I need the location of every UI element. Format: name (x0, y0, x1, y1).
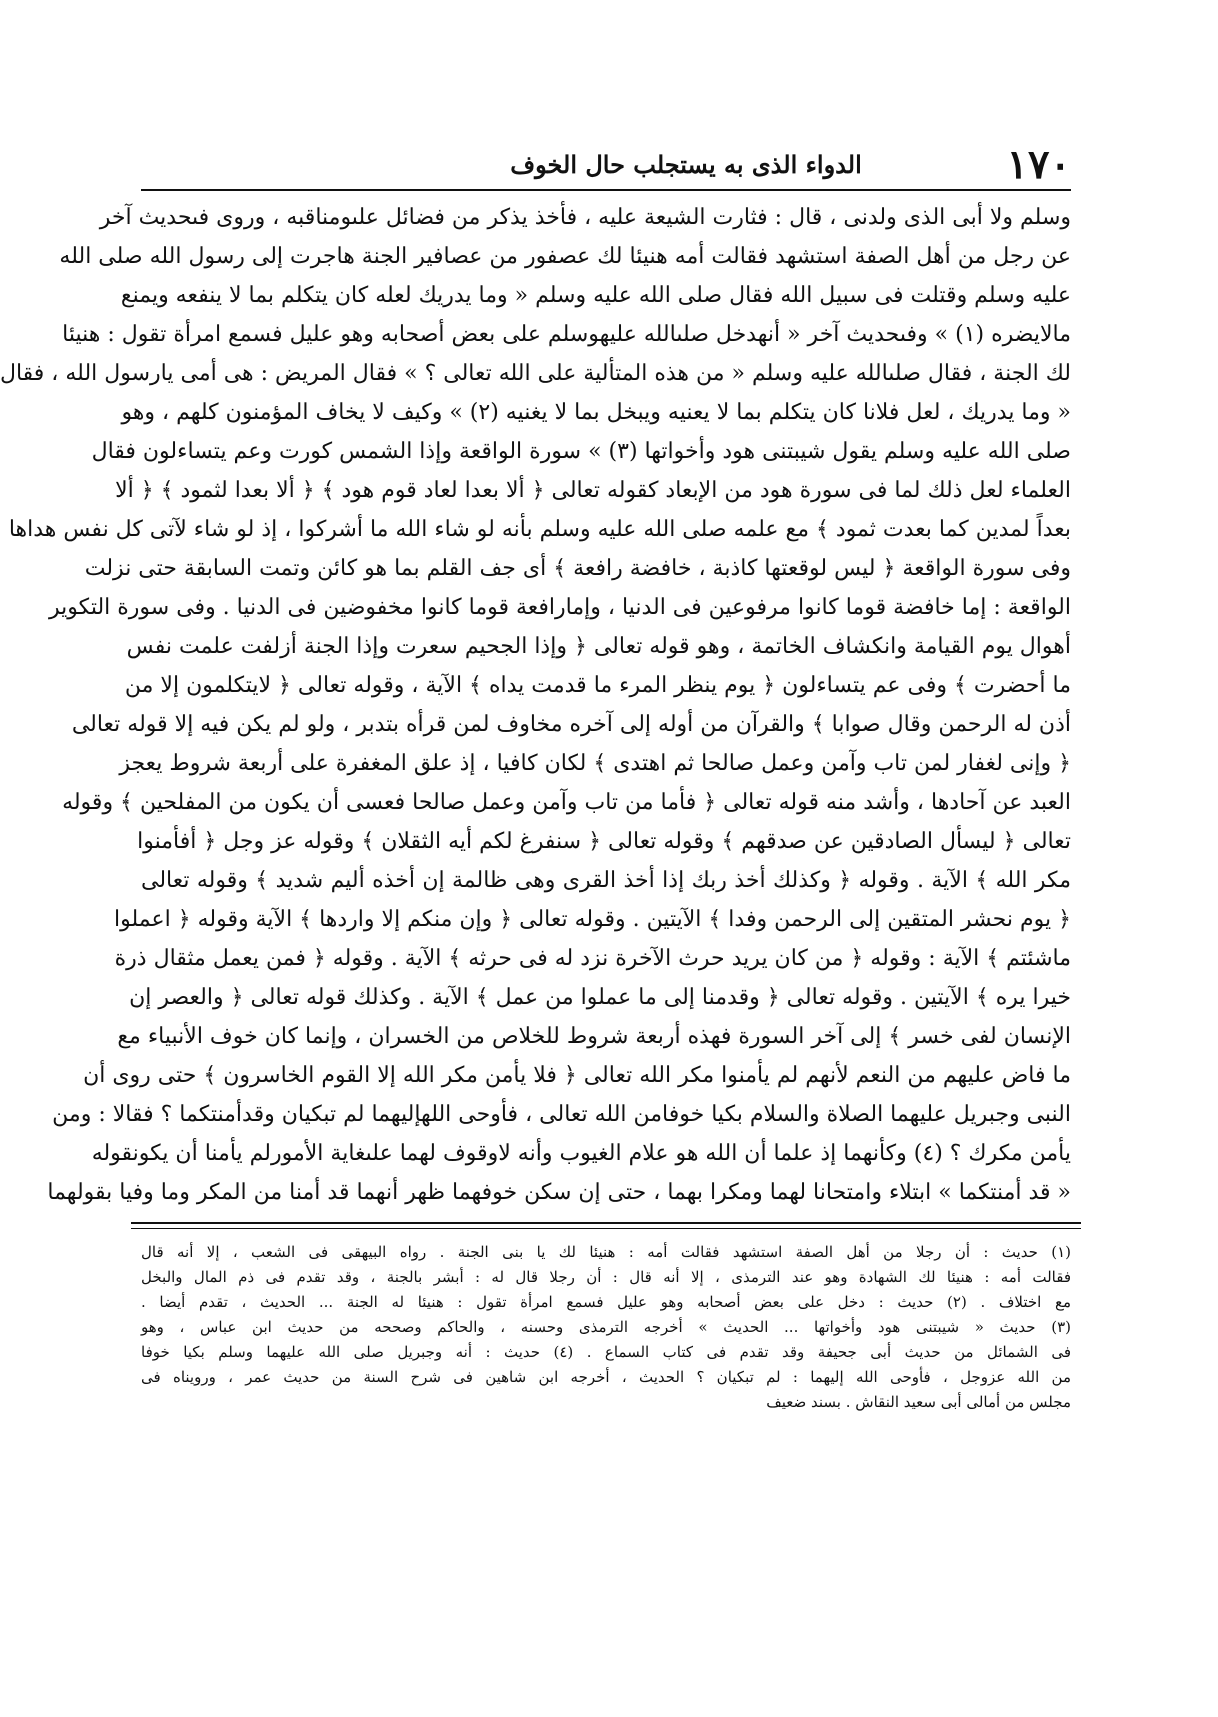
text-line: ﴿ وإنى لغفار لمن تاب وآمن وعمل صالحا ثم اهتدى ﴾ لكان كافيا ، إذ علق المغفرة على أربعة شروط يعجز (119, 751, 1071, 776)
text-line: ما فاض عليهم من النعم لأنهم لم يأمنوا مكر الله تعالى ﴿ فلا يأمن مكر الله إلا القوم الخاسرون ﴾ حتى روى أن (83, 1063, 1071, 1088)
text-line: الواقعة : إما خافضة قوما كانوا مرفوعين فى الدنيا ، وإمارافعة قوما كانوا مخفوضين فى الدنيا . وفى سورة التكوير (49, 595, 1071, 620)
text-line: عن رجل من أهل الصفة استشهد فقالت أمه هنيئا لك عصفور من عصافير الجنة هاجرت إلى رسول الله صلى الله (59, 244, 1071, 269)
text-line: لك الجنة ، فقال صلىالله عليه وسلم « من هذه المتألية على الله تعالى ؟ » فقال المريض : هى أمى يارسول الله ، فقال (0, 361, 1071, 386)
footnote-separator-thin (131, 1228, 1081, 1229)
footnote-line: من الله عزوجل ، فأوحى الله إليهما : لم تبكيان ؟ الحديث ، أخرجه ابن شاهين فى شرح السنة من حديث عمر ، ورويناه فى (141, 1368, 1071, 1386)
footnote-line: (٣) حديث « شيبتنى هود وأخواتها ... الحديث » أخرجه الترمذى وحسنه ، والحاكم وصححه من حديث ابن عباس ، وهو (141, 1318, 1071, 1336)
text-line: ما أحضرت ﴾ وفى عم يتساءلون ﴿ يوم ينظر المرء ما قدمت يداه ﴾ الآية ، وقوله تعالى ﴿ لايتكلمون إلا من (124, 673, 1071, 698)
text-line: أذن له الرحمن وقال صوابا ﴾ والقرآن من أوله إلى آخره مخاوف لمن قرأه بتدبر ، ولو لم يكن فيه إلا قوله تعالى (71, 712, 1071, 737)
text-line: مكر الله ﴾ الآية . وقوله ﴿ وكذلك أخذ ربك إذا أخذ القرى وهى ظالمة إن أخذه أليم شديد ﴾ وقوله تعالى (141, 868, 1071, 893)
text-line: « وما يدريك ، لعل فلانا كان يتكلم بما لا يعنيه ويبخل بما لا يغنيه (٢) » وكيف لا يخاف المؤمنون كلهم ، وهو (121, 400, 1071, 425)
text-line: النبى وجبريل عليهما الصلاة والسلام بكيا خوفامن الله تعالى ، فأوحى اللهإليهما لم تبكيان وقدأمنتكما ؟ فقالا : ومن (52, 1102, 1071, 1127)
text-line: خيرا يره ﴾ الآيتين . وقوله تعالى ﴿ وقدمنا إلى ما عملوا من عمل ﴾ الآية . وكذلك قوله تعالى ﴿ والعصر إن (129, 985, 1071, 1010)
main-text (0, 198, 1071, 1212)
text-line: العلماء لعل ذلك لما فى سورة هود من الإبعاد كقوله تعالى ﴿ ألا بعدا لعاد قوم هود ﴾ ﴿ ألا بعدا لثمود ﴾ ﴿ ألا (115, 478, 1071, 503)
text-line: العبد عن آحادها ، وأشد منه قوله تعالى ﴿ فأما من تاب وآمن وعمل صالحا فعسى أن يكون من المفلحين ﴾ وقوله (62, 790, 1071, 815)
footnote-line: (١) حديث : أن رجلا من أهل الصفة استشهد فقالت أمه : هنيئا لك يا بنى الجنة . رواه البيهقى فى الشعب ، إلا أنه قال (141, 1243, 1071, 1261)
footnote-line: فى الشمائل من حديث أبى جحيفة وقد تقدم فى كتاب السماع . (٤) حديث : أنه وجبريل صلى الله عليهما وسلم بكيا خوفا (141, 1343, 1071, 1361)
text-line: الإنسان لفى خسر ﴾ إلى آخر السورة فهذه أربعة شروط للخلاص من الخسران ، وإنما كان خوف الأنبياء مع (117, 1024, 1071, 1049)
text-line: « قد أمنتكما » ابتلاء وامتحانا لهما ومكرا بهما ، حتى إن سكن خوفهما ظهر أنهما قد أمنا من المكر وما وفيا بقولهما (47, 1180, 1071, 1205)
footnote-separator (131, 1222, 1081, 1224)
running-title: الدواء الذى به يستجلب حال الخوف (510, 150, 862, 179)
text-line: ماشئتم ﴾ الآية : وقوله ﴿ من كان يريد حرث الآخرة نزد له فى حرثه ﴾ الآية . وقوله ﴿ فمن يعمل مثقال ذرة (114, 946, 1071, 971)
page-header (141, 140, 1071, 190)
text-line: يأمن مكرك ؟ (٤) وكأنهما إذ علما أن الله هو علام الغيوب وأنه لاوقوف لهما علىغاية الأمورلم يأمنا أن يكونقوله (91, 1141, 1071, 1166)
footnote-line: فقالت أمه : هنيئا لك الشهادة وهو عند الترمذى ، إلا أنه قال : أن رجلا قال له : أبشر بالجنة ، وقد تقدم فى ذم المال والبخل (141, 1268, 1071, 1286)
text-line: ﴿ يوم نحشر المتقين إلى الرحمن وفدا ﴾ الآيتين . وقوله تعالى ﴿ وإن منكم إلا واردها ﴾ الآية وقوله ﴿ اعملوا (114, 907, 1071, 932)
header-rule (141, 189, 1071, 191)
text-line: تعالى ﴿ ليسأل الصادقين عن صدقهم ﴾ وقوله تعالى ﴿ سنفرغ لكم أيه الثقلان ﴾ وقوله عز وجل ﴿ أفأمنوا (137, 829, 1071, 854)
footnotes (141, 1240, 1071, 1415)
text-line: مالايضره (١) » وفىحديث آخر « أنهدخل صلىالله عليهوسلم على بعض أصحابه وهو عليل فسمع امرأة تقول : هنيئا (62, 322, 1071, 347)
text-line: وسلم ولا أبى الذى ولدنى ، قال : فثارت الشيعة عليه ، فأخذ يذكر من فضائل علىومناقبه ، وروى فىحديث آخر (99, 205, 1071, 230)
text-line: بعداً لمدين كما بعدت ثمود ﴾ مع علمه صلى الله عليه وسلم بأنه لو شاء الله ما أشركوا ، إذ لو شاء لآتى كل نفس هداها (8, 517, 1071, 542)
footnote-line: مجلس من أمالى أبى سعيد النقاش . بسند ضعيف (766, 1393, 1071, 1411)
text-line: وفى سورة الواقعة ﴿ ليس لوقعتها كاذبة ، خافضة رافعة ﴾ أى جف القلم بما هو كائن وتمت السابقة حتى نزلت (84, 556, 1071, 581)
text-line: صلى الله عليه وسلم يقول شيبتنى هود وأخواتها (٣) » سورة الواقعة وإذا الشمس كورت وعم يتساءلون فقال (91, 439, 1071, 464)
text-line: عليه وسلم وقتلت فى سبيل الله فقال صلى الله عليه وسلم « وما يدريك لعله كان يتكلم بما لا ينفعه ويمنع (120, 283, 1071, 308)
page-number: ١٧٠ (1006, 141, 1071, 188)
footnote-line: مع اختلاف . (٢) حديث : دخل على بعض أصحابه وهو عليل فسمع امرأة تقول : هنيئا له الجنة ... الحديث ، تقدم أيضا . (141, 1293, 1071, 1311)
text-line: أهوال يوم القيامة وانكشاف الخاتمة ، وهو قوله تعالى ﴿ وإذا الجحيم سعرت وإذا الجنة أزلفت علمت نفس (126, 634, 1071, 659)
